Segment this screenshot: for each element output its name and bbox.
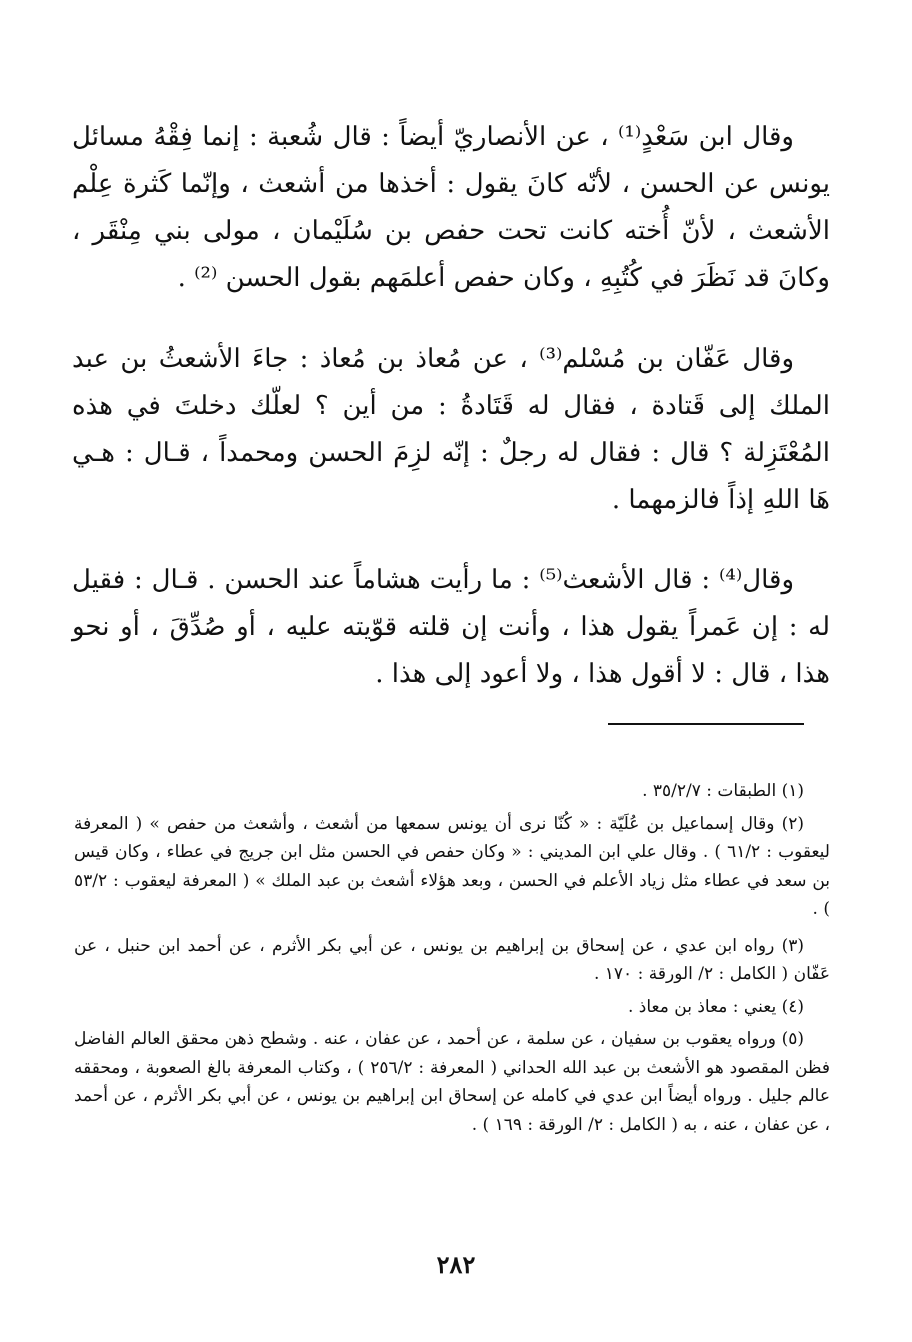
footnote-2: (٢) وقال إسماعيل بن عُلَيّة : « كُنّا نرى أن يونس سمعها من أشعث ، وأشعث من حفص » ( المعرفة ليعقوب : ٦١/٢ ) . وقال علي ابن المديني : « وكان حفص في الحسن مثل ابن جريج في عطاء ، وكان قيس بن سعد في عطاء مثل زياد الأعلم في الحسن ، وبعد هؤلاء أشعث بن عبد الملك » ( المعرفة ليعقوب : ٥٣/٢ ) . — [74, 813, 830, 919]
footnote-1: (١) الطبقات : ٣٥/٢/٧ . — [642, 781, 804, 801]
page-number: ٢٨٢ — [436, 1250, 476, 1279]
footnote-divider — [608, 723, 804, 725]
main-paragraph-1 — [72, 114, 830, 302]
footnote-4: (٤) يعني : معاذ بن معاذ . — [628, 996, 804, 1017]
main-paragraph-3 — [72, 557, 830, 698]
paragraph-text: وقال⁽⁴⁾ : قال الأشعث⁽⁵⁾ : ما رأيت هشاماً عند الحسن . قـال : فقيل له : إن عَمراً يقول هذا ، وأنت إن قلته قوّيته عليه ، أو صُدِّقَ ، أو نحو هذا ، قال : لا أقول هذا ، ولا أعود إلى هذا . — [72, 565, 830, 689]
footnote-3: (٣) رواه ابن عدي ، عن إسحاق بن إبراهيم بن يونس ، عن أبي بكر الأثرم ، عن أحمد ابن حنبل ، عن عَفّان ( الكامل : ٢/ الورقة : ١٧٠ . — [74, 935, 830, 984]
paragraph-text: وقال ابن سَعْدٍ⁽¹⁾ ، عن الأنصاريّ أيضاً : قال شُعبة : إنما فِقْهُ مسائل يونس عن الحسن ، لأنّه كانَ يقول : أخذها من أشعث ، وإنّما كَثرة عِلْم الأشعث ، لأنّ أُخته كانت تحت حفص بن سُلَيْمان ، مولى بني مِنْقَر ، وكانَ قد نَظَرَ في كُتُبِهِ ، وكان حفص أعلمَهم بقول الحسن ⁽²⁾ . — [72, 122, 830, 293]
paragraph-text: وقال عَفّان بن مُسْلم⁽³⁾ ، عن مُعاذ بن مُعاذ : جاءَ الأشعثُ بن عبد الملك إلى قَتادة ، فقال له قَتَادةُ : من أين ؟ لعلّك دخلتَ في هذه المُعْتَزِلة ؟ قال : فقال له رجلٌ : إنّه لزِمَ الحسن ومحمداً ، قـال : هـي هَا اللهِ إذاً فالزمهما . — [72, 344, 830, 515]
footnote-5: (٥) ورواه يعقوب بن سفيان ، عن سلمة ، عن أحمد ، عن عفان ، عنه . وشطح ذهن محقق العالم الفاضل فظن المقصود هو الأشعث بن عبد الله الحداني ( المعرفة : ٢٥٦/٢ ) ، وكتاب المعرفة بالغ الصعوبة ، ومحققه عالم جليل . ورواه أيضاً ابن عدي في كامله عن إسحاق ابن إبراهيم بن يونس ، عن أبي بكر الأثرم ، عن أحمد ، عن عفان ، عنه ، به ( الكامل : ٢/ الورقة : ١٦٩ ) . — [74, 1029, 830, 1135]
footnotes-section — [74, 777, 830, 1147]
main-paragraph-2 — [72, 336, 830, 524]
